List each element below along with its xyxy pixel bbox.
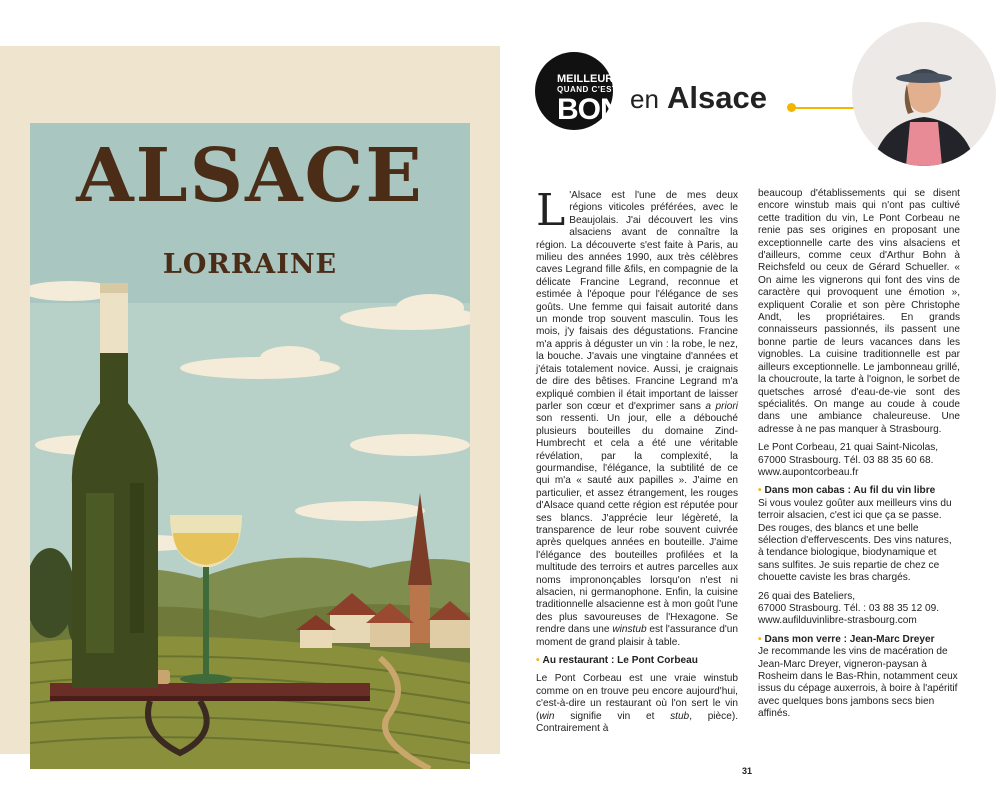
cabas-heading [758, 485, 960, 497]
restaurant-heading [536, 655, 738, 667]
intro-text: 'Alsace est l'une de mes deux régions viticoles préférées, avec le Beaujolais. J'ai découvert les vins alsaciens avant de connaître la région. La découverte s'est faite à Paris, au milieu des années 1990, aux très célèbres caves Legrand fille &fils, en compagnie de la délicate Francine Legrand, reconnue et estimée à l'époque pour l'élégance de ses goûts. Une femme qui faisait autorité dans un monde trop souvent masculin. Tous les mois, j'y faisais des dégustations. Francine m'a appris à déguster un vin : la robe, le nez, la bouche. J'avais une vingtaine d'années et j'étais totalement novice. Aussi, je craignais de dire des bêtises. Francine Legrand m'a expliqué combien il était important de laisser parler son cœur et d'exprimer sans [536, 190, 738, 412]
yellow-bullet-icon: • [536, 655, 540, 667]
poster-paper [0, 46, 500, 754]
yellow-bullet-icon: • [758, 633, 762, 645]
region-prefix: en [630, 84, 659, 114]
intro-paragraph [536, 185, 738, 649]
restaurant-website-link[interactable]: www.aupontcorbeau.fr [758, 466, 859, 478]
intro-italic: a priori [705, 400, 738, 412]
verre-heading [758, 634, 960, 646]
poster-title: ALSACE [76, 133, 424, 219]
restaurant-text-c: , pièce). Contrairement à [536, 710, 738, 735]
intro-text-tail: est l'assurance d'un moment de grand plaisir à table. [536, 624, 738, 648]
poster-subtitle: LORRAINE [162, 249, 338, 280]
logo-line-3: BON [557, 93, 621, 126]
verre-paragraph: Je recommande les vins de macération de Jean-Marc Dreyer, vigneron-paysan à Rosheim dans le Bas-Rhin, notamment ceux issus du cépage auxerrois, à boire à l'apéritif avec quelques bons jambons secs bien affinés. [758, 646, 958, 720]
region-title: Alsace [667, 80, 767, 115]
logo-line-1: MEILLEUR [557, 73, 614, 85]
cabas-website-link[interactable]: www.aufilduvinlibre-strasbourg.com [758, 615, 917, 627]
poster-illustration [30, 123, 470, 769]
restaurant-italic-b: stub [670, 710, 690, 722]
text-column-right [758, 188, 960, 727]
yellow-bullet-icon: • [758, 485, 762, 497]
restaurant-text-c-cont: beaucoup d'établissements qui se disent encore winstub mais qui n'ont pas cultivé cette tradition du vin, Le Pont Corbeau ne renie pas ses origines en proposant une exceptionnelle carte des vins alsaciens et d'ailleurs, comme ceux d'Arthur Bohn à Reichsfeld ou ceux de Gérard Schueller. « On aime les vignerons qui font des vins de caractère qui provoquent une émotion », expliquent Coralie et son père Christophe Andt, les propriétaires. En grands connaisseurs passionnés, ils passent une bonne partie de leurs vacances dans les vignobles. La cuisine traditionnelle est par ailleurs exceptionnelle. Le jambonneau grillé, la choucroute, la tarte à l'oignon, le sorbet de quetsches arrosé d'eau-de-vie sont des spécialités. On mange au coude à coude dans une ambiance chaleureuse. Une adresse à ne pas manquer à Strasbourg. [758, 188, 960, 435]
author-photo-image [852, 22, 996, 166]
author-photo [852, 22, 996, 166]
logo-line-2: QUAND C'EST [557, 85, 618, 94]
restaurant-text-b: signifie vin et [554, 710, 671, 722]
page-number: 31 [742, 766, 753, 776]
restaurant-italic-a: win [539, 710, 555, 722]
restaurant-paragraph [536, 673, 738, 735]
restaurant-address [758, 442, 960, 479]
intro-italic-winstub: winstub [612, 624, 647, 636]
restaurant-heading-text: Au restaurant : Le Pont Corbeau [542, 655, 698, 667]
accent-line [795, 107, 857, 109]
restaurant-address-line-1: Le Pont Corbeau, 21 quai Saint-Nicolas, [758, 442, 939, 454]
drop-cap: L [536, 185, 566, 236]
restaurant-address-line-2: 67000 Strasbourg. Tél. 03 88 35 60 68. [758, 454, 934, 466]
cabas-heading-text: Dans mon cabas : Au fil du vin libre [764, 485, 936, 497]
cabas-paragraph: Si vous voulez goûter aux meilleurs vins du terroir alsacien, c'est ici que ça se passe. Des rouges, des blancs et une belle sélection d'effervescents. Des vins natures, à tendance biologique, biodynamique et sans sulfites. Je suis repartie de chez ce chouette caviste les bras chargés. [758, 497, 952, 584]
brand-logo [535, 52, 625, 134]
text-column-left [536, 185, 738, 735]
cabas-address-line-2: 67000 Strasbourg. Tél. : 03 88 35 12 09. [758, 603, 940, 614]
restaurant-paragraph-cont [758, 188, 960, 436]
restaurant-text-a: Le Pont Corbeau est une vraie winstub comme on en trouve peu encore aujourd'hui, c'est-à-dire un restaurant où l'on sert le vin ( [536, 673, 738, 722]
intro-text-continued: son ressenti. Un jour, elle a débouché plusieurs bouteilles du domaine Zind-Humbrecht et cela a été une véritable révélation, par la complexité, la gourmandise, l'élégance, la subtilité de ce qui m'a « sauté aux papilles ». J'aime en particulier, et assez étrangement, les rouges d'Alsace quand cette région est réputée pour ses blancs. J'apprécie leur légèreté, la transparence de leur robe souvent cuivrée après quelques années en bouteille. J'aime l'élégance des bouteilles profilées et la multitude des terroirs et autres parcelles aux noms imprononçables lorsqu'on n'est ni alsacien, ni germanophone. Enfin, la cuisine traditionnelle alsacienne est à mon goût l'une des plus savoureuses de l'Hexagone. Se rendre dans une [536, 413, 738, 636]
verre-heading-text: Dans mon verre : Jean-Marc Dreyer [764, 633, 935, 645]
cabas-address [758, 591, 960, 628]
alsace-poster [30, 123, 470, 769]
cabas-address-line-1: 26 quai des Bateliers, [758, 590, 856, 602]
